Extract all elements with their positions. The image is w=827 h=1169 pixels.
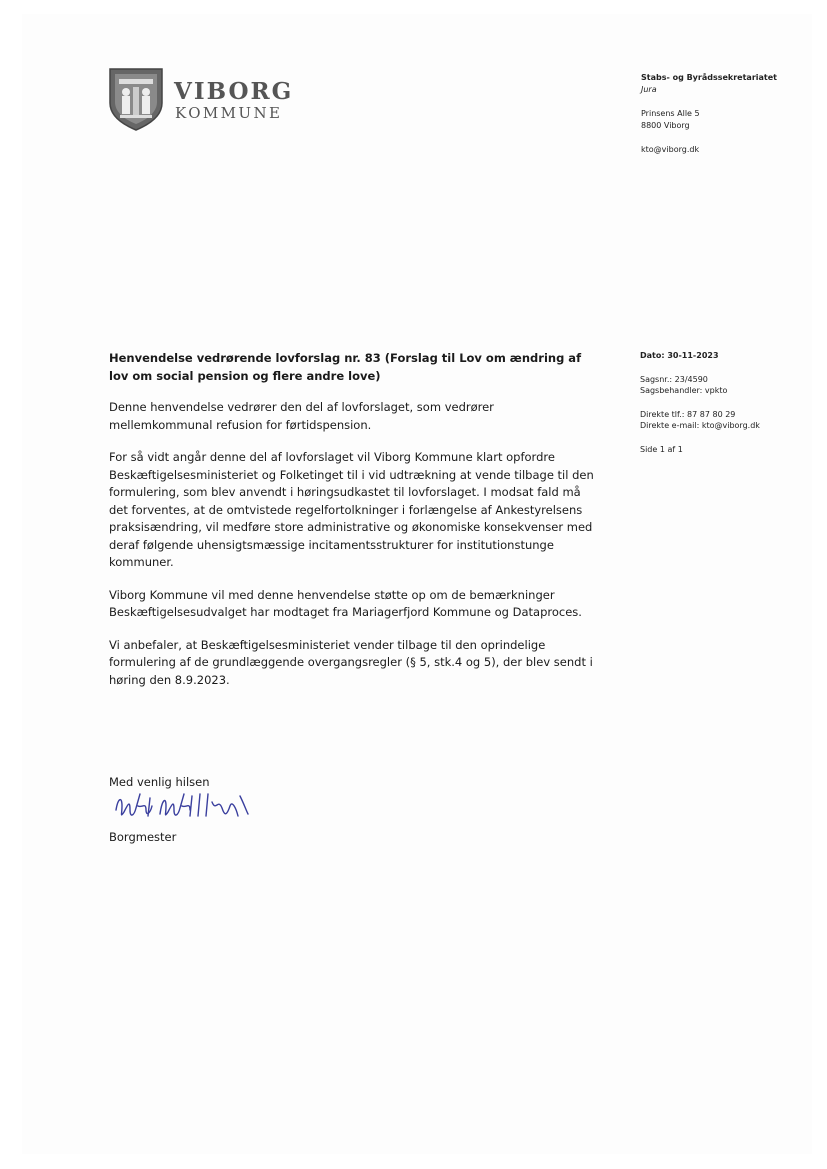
coat-of-arms-icon [108,67,164,131]
sender-department: Stabs- og Byrådssekretariatet [641,73,777,82]
logo-name: VIBORG [174,78,294,105]
case-number: Sagsnr.: 23/4590 [640,374,708,384]
paragraph-3: Viborg Kommune vil med denne henvendelse støtte op om de bemærkninger Beskæftigelsesudvalget har modtaget fra Mariagerfjord Kommune og Dataproces. [109,587,582,619]
closing-greeting: Med venlig hilsen [109,775,210,789]
signer-title: Borgmester [109,830,177,844]
meta-block [640,350,760,455]
direct-phone: Direkte tlf.: 87 87 80 29 [640,409,736,419]
sender-block [641,72,777,156]
letter-body [109,350,599,704]
paragraph-2: For så vidt angår denne del af lovforslaget vil Viborg Kommune klart opfordre Beskæftigelsesministeriet og Folketinget til i vid udtrækning at vende tilbage til den formulering, som blev anvendt i høringsudkastet til lovforslaget. I modsat fald må det forventes, at de omtvistede regelfortolkninger i forlængelse af Ankestyrelsens praksisændring, vil medføre store administrative og økonomiske konsekvenser med deraf følgende uhensigtsmæssige incitamentsstrukturer for institutionstunge kommuner. [109,450,594,569]
letter-date: Dato: 30-11-2023 [640,351,719,360]
viborg-logo [108,67,298,131]
sender-city: 8800 Viborg [641,121,690,130]
letter-subject: Henvendelse vedrørende lovforslag nr. 83 (Forslag til Lov om ændring af lov om social pension og flere andre love) [109,351,582,383]
paragraph-1: Denne henvendelse vedrører den del af lovforslaget, som vedrører mellemkommunal refusion for førtidspension. [109,400,494,432]
page-number: Side 1 af 1 [640,444,683,454]
sender-street: Prinsens Alle 5 [641,109,700,118]
sender-unit: Jura [641,85,657,94]
paragraph-4: Vi anbefaler, at Beskæftigelsesministeriet vender tilbage til den oprindelige formulering af de grundlæggende overgangsregler (§ 5, stk.4 og 5), der blev sendt i høring den 8.9.2023. [109,637,593,687]
direct-email[interactable]: Direkte e-mail: kto@viborg.dk [640,421,760,430]
handwritten-signature [112,788,262,830]
signature-icon [112,788,262,826]
logo-sub: KOMMUNE [175,104,283,122]
case-handler: Sagsbehandler: vpkto [640,386,728,395]
sender-email[interactable]: kto@viborg.dk [641,145,700,154]
